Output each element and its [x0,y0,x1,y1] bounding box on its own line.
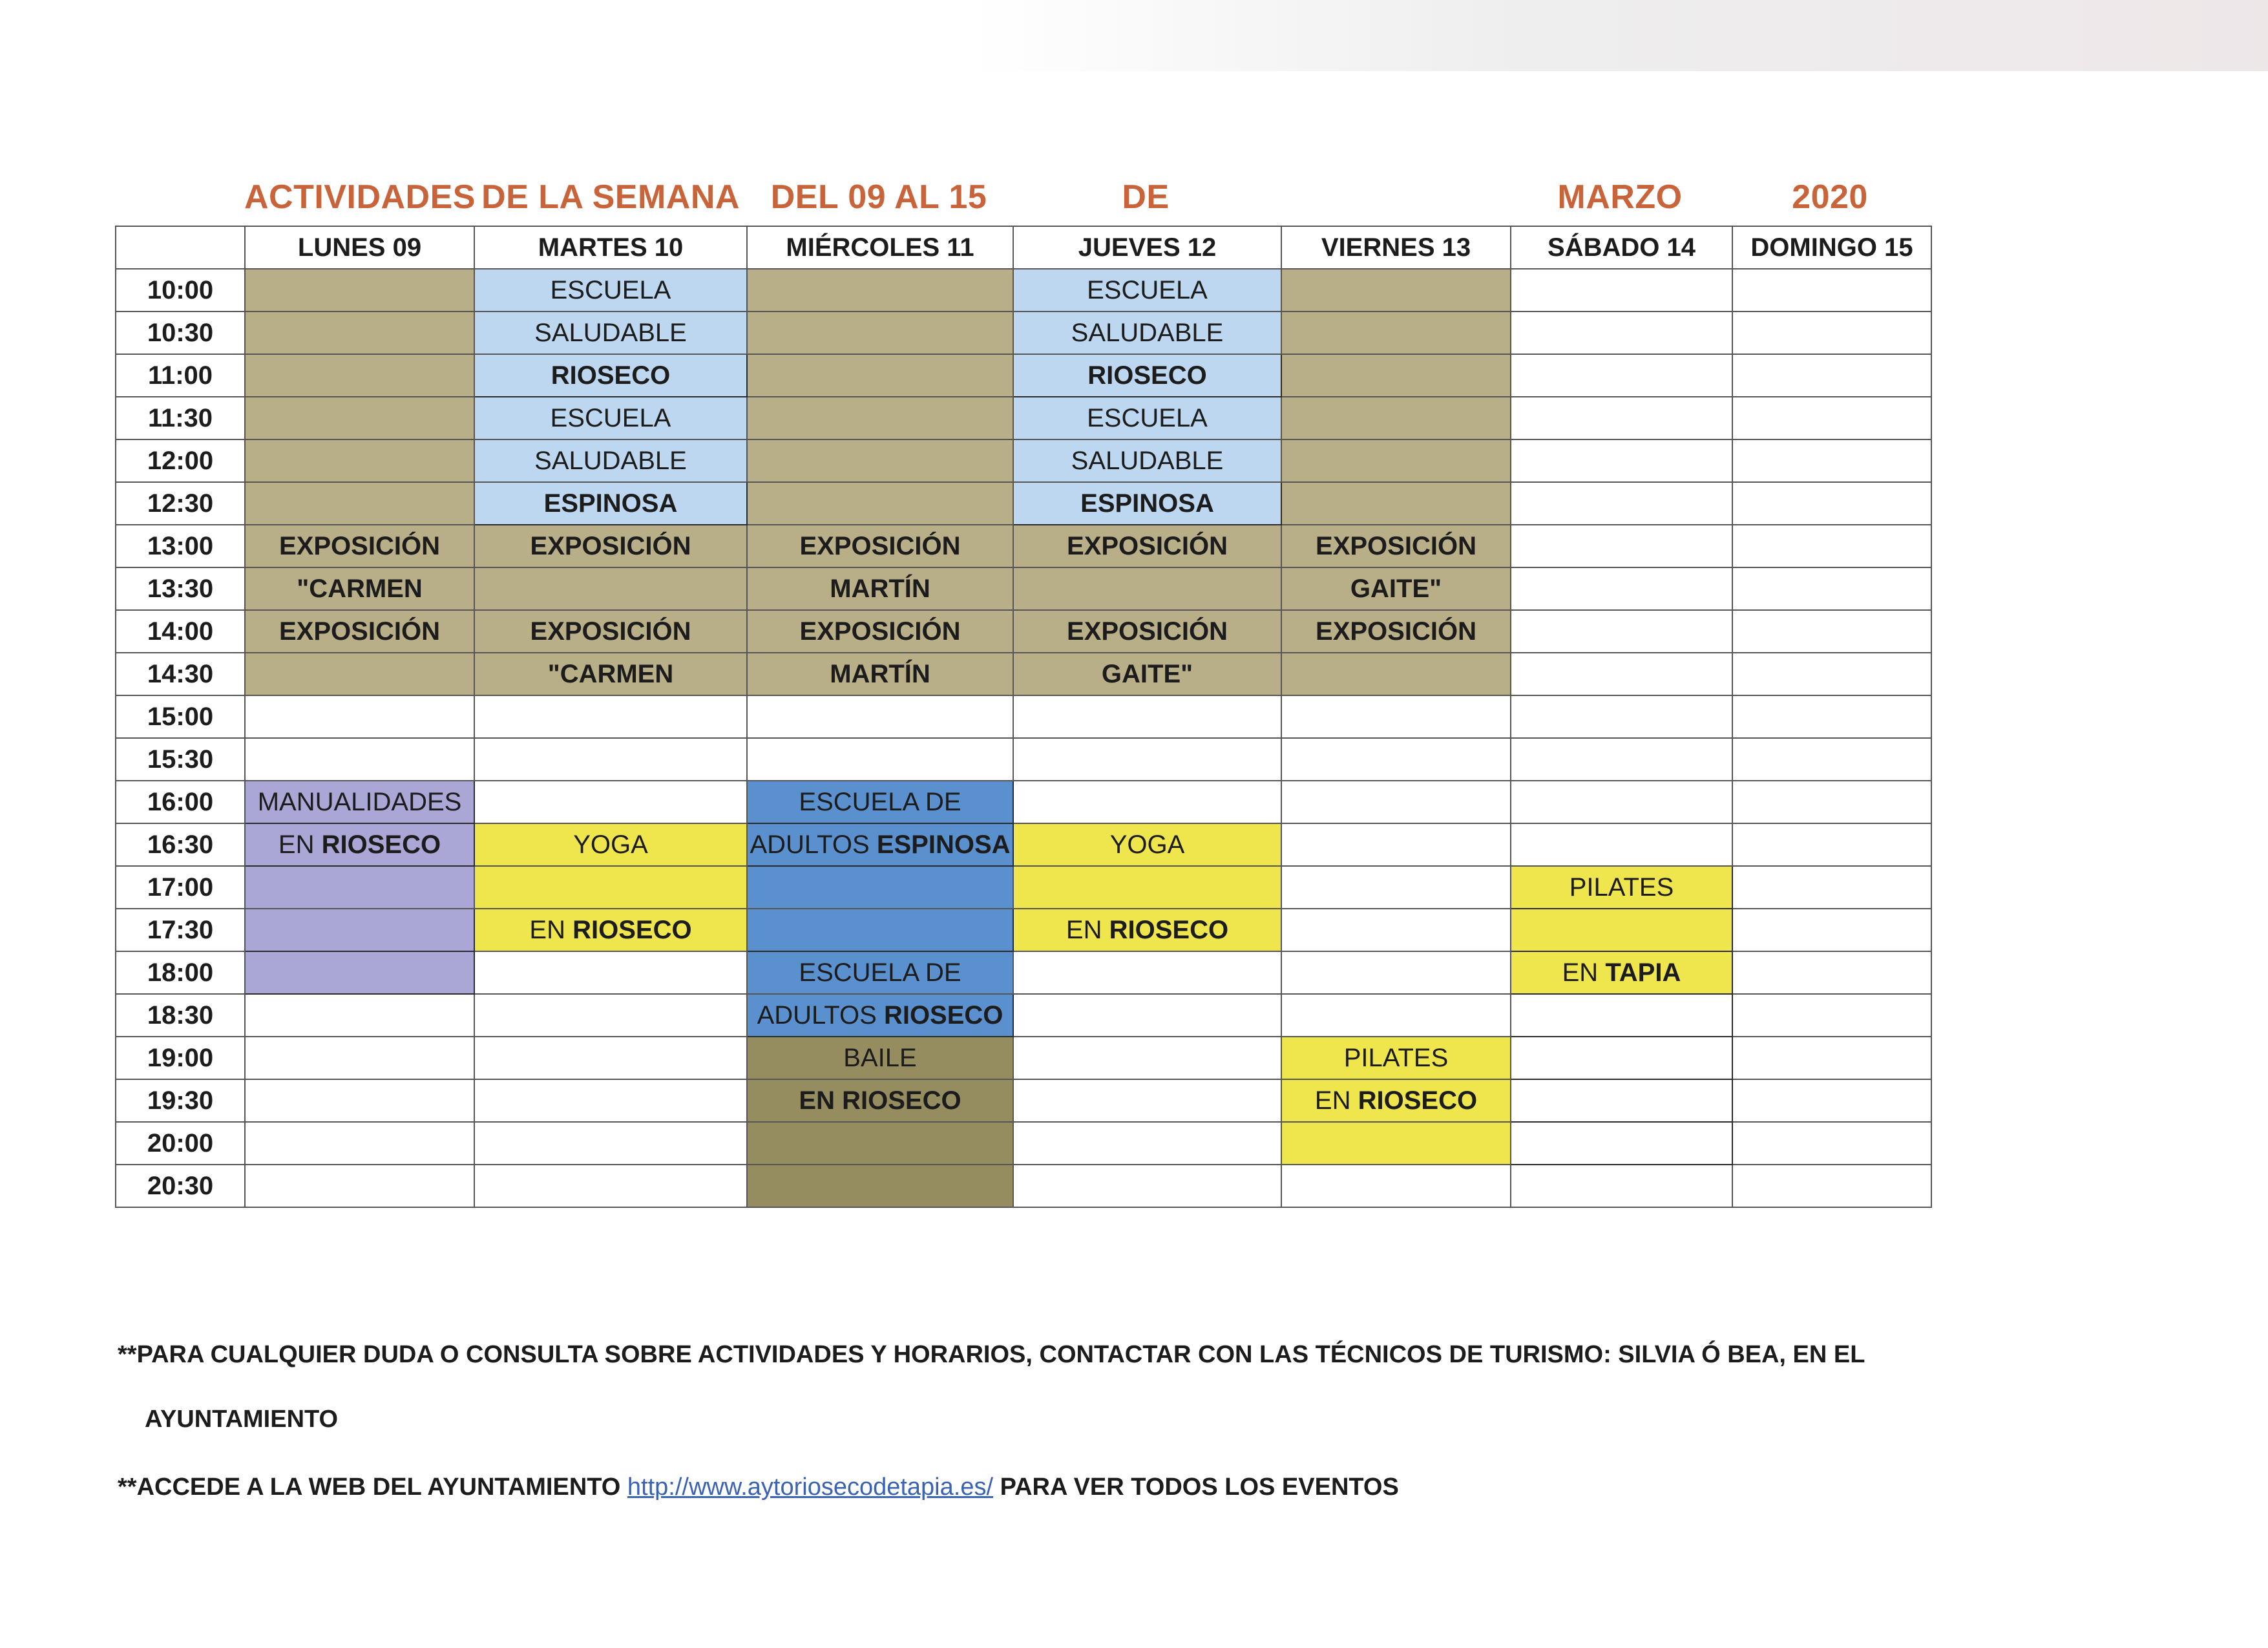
activity-cell: RIOSECO [475,355,748,397]
activity-text: RIOSECO [572,915,692,944]
schedule-title [0,178,2268,229]
activity-text: ADULTOS [757,1000,877,1030]
schedule-cell [748,739,1014,781]
schedule-cell [748,483,1014,525]
schedule-cell [475,1080,748,1123]
activity-cell: ESCUELA [475,269,748,312]
activity-cell: YOGA [475,824,748,867]
schedule-cell [1511,611,1733,653]
note-web [118,1474,1399,1501]
scan-shade [969,0,2268,71]
title-word: 2020 [1792,178,1868,216]
schedule-cell [475,1123,748,1165]
schedule-cell [1014,1080,1282,1123]
day-header: SÁBADO 14 [1511,227,1733,269]
time-label: 12:30 [116,483,246,525]
activity-cell: GAITE" [1282,568,1511,611]
title-word: DE LA SEMANA [481,178,740,216]
schedule-cell [1014,1037,1282,1080]
schedule-cell [1014,696,1282,739]
activity-cell: MARTÍN [748,653,1014,696]
time-label: 14:30 [116,653,246,696]
schedule-cell [1733,525,1932,568]
time-label: 20:30 [116,1165,246,1208]
activity-cell: BAILE [748,1037,1014,1080]
time-label: 19:00 [116,1037,246,1080]
activity-cell: ESPINOSA [475,483,748,525]
activity-cell [1014,909,1282,952]
time-label: 10:00 [116,269,246,312]
schedule-cell [246,1165,475,1208]
schedule-cell [1511,525,1733,568]
schedule-cell [748,1165,1014,1208]
activity-text: EN [1562,958,1599,987]
schedule-cell [1733,739,1932,781]
day-header: MIÉRCOLES 11 [748,227,1014,269]
activity-cell [748,824,1014,867]
schedule-cell [1282,653,1511,696]
time-label: 14:00 [116,611,246,653]
schedule-cell [1511,568,1733,611]
schedule-cell [246,1123,475,1165]
activity-text: ADULTOS [750,830,870,859]
schedule-cell [246,269,475,312]
activity-cell: ESCUELA [475,397,748,440]
schedule-cell [1511,1165,1733,1208]
schedule-cell [246,909,475,952]
schedule-cell [1733,952,1932,995]
activity-cell: PILATES [1282,1037,1511,1080]
activity-cell: "CARMEN [246,568,475,611]
corner-cell [116,227,246,269]
activity-text: TAPIA [1605,958,1681,987]
schedule-cell [1733,781,1932,824]
schedule-cell [1733,1123,1932,1165]
schedule-cell [1511,440,1733,483]
activity-cell: MANUALIDADES [246,781,475,824]
schedule-cell [246,1080,475,1123]
activity-cell: EXPOSICIÓN [475,611,748,653]
activity-cell: ESCUELA DE [748,952,1014,995]
schedule-cell [475,1165,748,1208]
activity-text: EN [529,915,565,944]
activity-cell: MARTÍN [748,568,1014,611]
activity-cell: SALUDABLE [1014,440,1282,483]
schedule-cell [475,739,748,781]
schedule-cell [748,397,1014,440]
activity-cell: EXPOSICIÓN [748,525,1014,568]
schedule-cell [1014,739,1282,781]
activity-text: EN [278,830,315,859]
schedule-cell [1282,483,1511,525]
activity-text: EN [1314,1086,1351,1115]
activity-cell [246,824,475,867]
schedule-cell [1014,995,1282,1037]
activity-cell: EXPOSICIÓN [1282,525,1511,568]
schedule-cell [1282,397,1511,440]
activity-cell: EXPOSICIÓN [1014,611,1282,653]
time-label: 16:30 [116,824,246,867]
activity-cell: ESCUELA [1014,269,1282,312]
schedule-cell [1282,909,1511,952]
schedule-cell [246,312,475,355]
schedule-cell [1511,739,1733,781]
time-label: 19:30 [116,1080,246,1123]
activity-text: ESPINOSA [876,830,1011,859]
title-word: ACTIVIDADES [244,178,476,216]
schedule-cell [1282,867,1511,909]
note-web-suffix: PARA VER TODOS LOS EVENTOS [993,1474,1399,1501]
activity-cell: ESPINOSA [1014,483,1282,525]
schedule-cell [1511,269,1733,312]
activity-text: RIOSECO [1358,1086,1478,1115]
activity-cell: SALUDABLE [475,440,748,483]
schedule-cell [1014,781,1282,824]
schedule-cell [1511,995,1733,1037]
schedule-cell [1014,952,1282,995]
schedule-cell [1511,1123,1733,1165]
schedule-cell [1282,355,1511,397]
day-header: VIERNES 13 [1282,227,1511,269]
schedule-cell [1733,1165,1932,1208]
schedule-cell [246,397,475,440]
website-link[interactable]: http://www.aytoriosecodetapia.es/ [627,1474,994,1501]
time-label: 13:00 [116,525,246,568]
schedule-cell [1511,312,1733,355]
schedule-cell [475,952,748,995]
time-label: 16:00 [116,781,246,824]
activity-cell: SALUDABLE [475,312,748,355]
schedule-cell [1282,1123,1511,1165]
schedule-cell [1014,1123,1282,1165]
activity-cell: EXPOSICIÓN [475,525,748,568]
schedule-cell [1733,568,1932,611]
schedule-cell [1733,611,1932,653]
schedule-cell [1282,952,1511,995]
schedule-cell [1511,781,1733,824]
title-word: DEL 09 AL 15 [770,178,987,216]
note-web-prefix: **ACCEDE A LA WEB DEL AYUNTAMIENTO [118,1474,627,1501]
time-label: 12:00 [116,440,246,483]
activity-cell: EXPOSICIÓN [748,611,1014,653]
activity-cell: ESCUELA DE [748,781,1014,824]
schedule-cell [475,1037,748,1080]
activity-cell [1282,1080,1511,1123]
time-label: 11:30 [116,397,246,440]
activity-cell [1511,952,1733,995]
schedule-cell [1733,483,1932,525]
schedule-cell [1733,440,1932,483]
activity-text: EN [1066,915,1102,944]
schedule-cell [246,483,475,525]
title-word: DE [1122,178,1170,216]
schedule-cell [246,952,475,995]
time-label: 11:00 [116,355,246,397]
schedule-cell [1511,653,1733,696]
schedule-cell [1733,1037,1932,1080]
schedule-cell [1511,696,1733,739]
activity-cell: EXPOSICIÓN [1014,525,1282,568]
activity-cell: SALUDABLE [1014,312,1282,355]
schedule-cell [1733,653,1932,696]
schedule-cell [1014,568,1282,611]
schedule-cell [475,696,748,739]
activity-text: RIOSECO [1109,915,1229,944]
schedule-cell [748,269,1014,312]
schedule-cell [1282,269,1511,312]
activity-cell: RIOSECO [1014,355,1282,397]
time-label: 17:00 [116,867,246,909]
schedule-cell [246,739,475,781]
schedule-cell [246,995,475,1037]
schedule-cell [1733,1080,1932,1123]
schedule-cell [1282,1165,1511,1208]
schedule-cell [1733,355,1932,397]
schedule-cell [246,440,475,483]
schedule-cell [1511,1080,1733,1123]
schedule-cell [1733,269,1932,312]
schedule-cell [1511,909,1733,952]
schedule-cell [748,696,1014,739]
time-label: 18:30 [116,995,246,1037]
schedule-cell [1282,440,1511,483]
note-contact: **PARA CUALQUIER DUDA O CONSULTA SOBRE ACTIVIDADES Y HORARIOS, CONTACTAR CON LAS TÉCNICOS DE TURISMO: SILVIA Ó BEA, EN EL [118,1341,1865,1368]
time-label: 20:00 [116,1123,246,1165]
time-label: 13:30 [116,568,246,611]
schedule-cell [246,867,475,909]
schedule-cell [1511,1037,1733,1080]
activity-cell: EN RIOSECO [748,1080,1014,1123]
schedule-cell [475,867,748,909]
time-label: 18:00 [116,952,246,995]
note-contact-continued: AYUNTAMIENTO [145,1406,339,1433]
schedule-cell [475,781,748,824]
activity-cell: YOGA [1014,824,1282,867]
day-header: LUNES 09 [246,227,475,269]
activity-text: RIOSECO [883,1000,1003,1030]
schedule-cell [1282,696,1511,739]
schedule-cell [748,312,1014,355]
schedule-cell [748,1123,1014,1165]
schedule-cell [475,568,748,611]
schedule-cell [1733,995,1932,1037]
schedule-cell [1733,909,1932,952]
time-label: 17:30 [116,909,246,952]
activity-cell: ESCUELA [1014,397,1282,440]
schedule-cell [1282,312,1511,355]
activity-cell [475,909,748,952]
day-header: MARTES 10 [475,227,748,269]
time-label: 15:30 [116,739,246,781]
day-header: JUEVES 12 [1014,227,1282,269]
schedule-cell [748,355,1014,397]
activity-cell: EXPOSICIÓN [1282,611,1511,653]
activity-cell: GAITE" [1014,653,1282,696]
schedule-cell [1511,397,1733,440]
schedule-table [115,226,1932,1208]
schedule-cell [1282,995,1511,1037]
schedule-cell [1733,397,1932,440]
schedule-cell [1511,824,1733,867]
activity-cell: EXPOSICIÓN [246,525,475,568]
schedule-cell [1733,867,1932,909]
schedule-cell [1282,739,1511,781]
title-word: MARZO [1557,178,1683,216]
schedule-cell [1282,824,1511,867]
schedule-cell [1733,824,1932,867]
activity-cell [748,995,1014,1037]
schedule-cell [1733,312,1932,355]
schedule-cell [246,1037,475,1080]
day-header: DOMINGO 15 [1733,227,1932,269]
schedule-cell [246,696,475,739]
schedule-cell [1511,483,1733,525]
activity-cell: EXPOSICIÓN [246,611,475,653]
schedule-cell [1282,781,1511,824]
schedule-cell [748,909,1014,952]
schedule-cell [1014,867,1282,909]
schedule-cell [1733,696,1932,739]
schedule-cell [748,440,1014,483]
schedule-cell [246,355,475,397]
activity-text: RIOSECO [321,830,441,859]
schedule-cell [475,995,748,1037]
schedule-cell [748,867,1014,909]
schedule-cell [246,653,475,696]
schedule-cell [1014,1165,1282,1208]
time-label: 10:30 [116,312,246,355]
activity-cell: "CARMEN [475,653,748,696]
activity-cell: PILATES [1511,867,1733,909]
schedule-cell [1511,355,1733,397]
time-label: 15:00 [116,696,246,739]
